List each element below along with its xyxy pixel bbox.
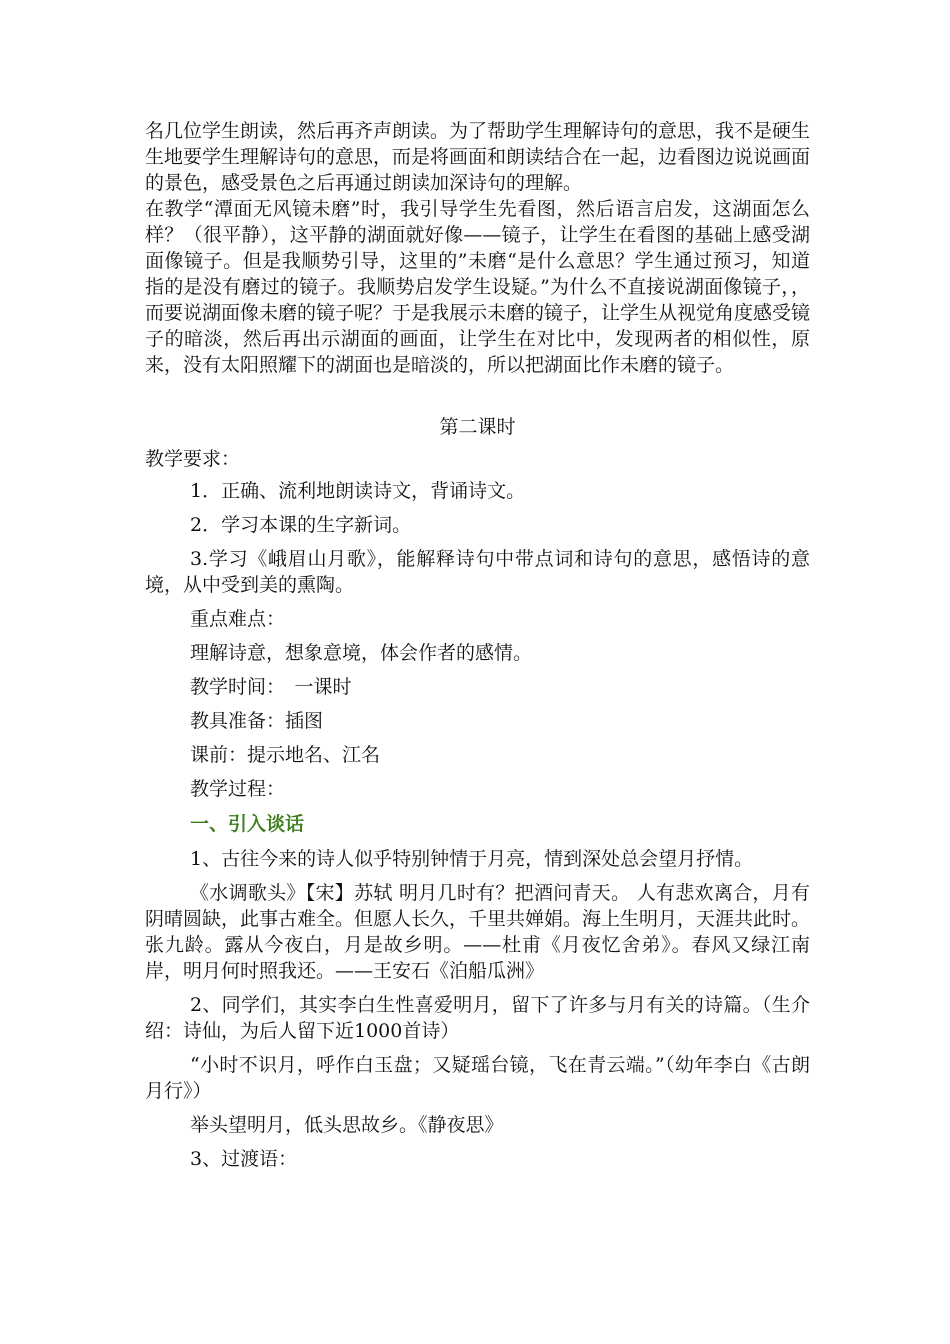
document-body (145, 118, 810, 1180)
requirement-item: 2．学习本课的生字新词。 (190, 514, 412, 536)
teaching-time: 教学时间： 一课时 (190, 676, 352, 698)
process-paragraph: 《水调歌头》【宋】苏轼 明月几时有？把酒问青天。 人有悲欢离合，月有阴晴圆缺，此事古难全。但愿人长久，千里共婵娟。海上生明月，天涯共此时。张九龄。露从今夜白，月是故乡明。——杜甫《月夜忆舍弟》。春风又绿江南岸，明月何时照我还。——王安石《泊船瓜洲》 (145, 882, 811, 982)
section-heading: 一、引入谈话 (190, 813, 305, 835)
requirement-item: 1．正确、流利地朗读诗文，背诵诗文。 (190, 480, 526, 502)
process-paragraph: “小时不识月，呼作白玉盘；又疑瑶台镜，飞在青云端。”（幼年李白《古朗月行》） (145, 1054, 810, 1102)
process-paragraph: 3、过渡语： (190, 1148, 298, 1170)
requirement-item: 3.学习《峨眉山月歌》，能解释诗句中带点词和诗句的意思，感悟诗的意境，从中受到美的熏陶。 (145, 548, 810, 596)
spacer (145, 378, 810, 412)
teaching-aids: 教具准备：插图 (190, 710, 324, 732)
requirements-label: 教学要求： (145, 448, 241, 470)
intro-paragraph: 在教学“潭面无风镜未磨”时，我引导学生先看图，然后语言启发，这湖面怎么样？（很平静），这平静的湖面就好像——镜子，让学生在看图的基础上感受湖面像镜子。但是我顺势引导，这里的”未磨“是什么意思？学生通过预习，知道指的是没有磨过的镜子。我顺势启发学生设疑。”为什么不直接说湖面像镜子，，而要说湖面像未磨的镜子呢？于是我展示未磨的镜子，让学生从视觉角度感受镜子的暗淡，然后再出示湖面的画面，让学生在对比中，发现两者的相似性，原来，没有太阳照耀下的湖面也是暗淡的，所以把湖面比作未磨的镜子。 (145, 198, 811, 376)
process-paragraph: 举头望明月，低头思故乡。《静夜思》 (190, 1114, 504, 1136)
pre-class-note: 课前：提示地名、江名 (190, 744, 381, 766)
process-paragraph: 1、古往今来的诗人似乎特别钟情于月亮，情到深处总会望月抒情。 (190, 848, 754, 870)
intro-paragraph: 名几位学生朗读，然后再齐声朗读。为了帮助学生理解诗句的意思，我不是硬生生地要学生理解诗句的意思，而是将画面和朗读结合在一起，边看图边说说画面的景色，感受景色之后再通过朗读加深诗句的理解。 (145, 120, 811, 194)
key-points-text: 理解诗意，想象意境，体会作者的感情。 (190, 642, 533, 664)
key-points-label: 重点难点： (190, 608, 286, 630)
intro-section (145, 118, 810, 378)
process-label: 教学过程： (190, 778, 286, 800)
lesson-title: 第二课时 (439, 416, 516, 438)
process-paragraph: 2、同学们，其实李白生性喜爱明月，留下了许多与月有关的诗篇。（生介绍：诗仙，为后人留下近1000首诗） (145, 994, 810, 1042)
